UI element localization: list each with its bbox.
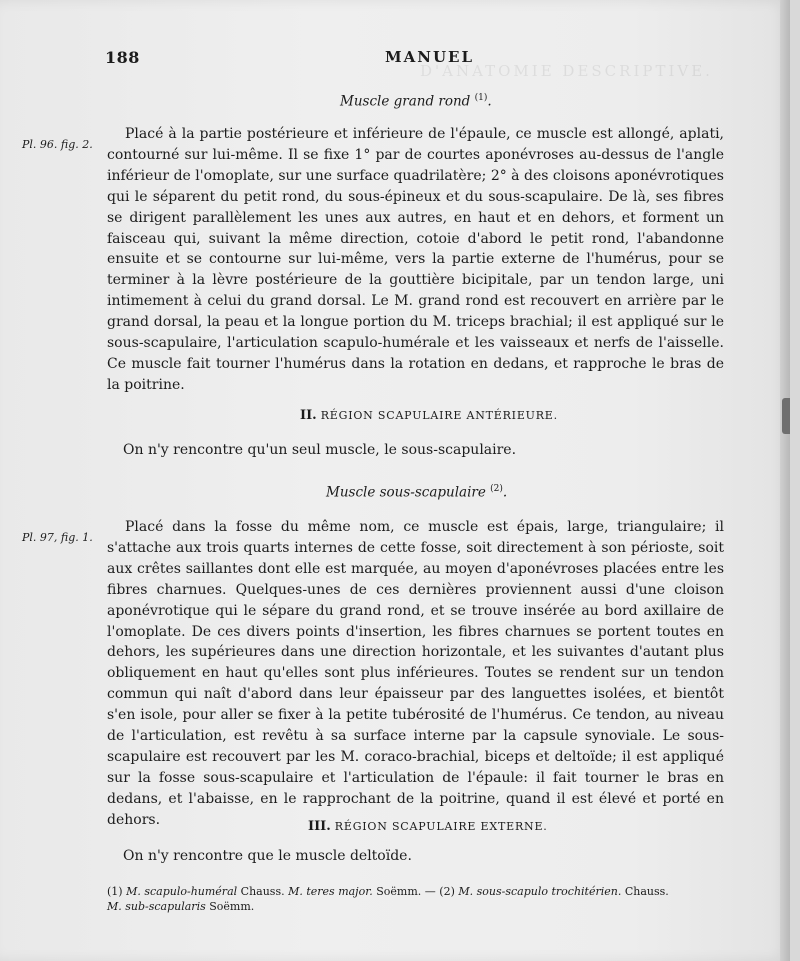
section-title-2-num: II. <box>300 408 317 423</box>
footnote-2-latin: M. sous-scapulo trochitérien. <box>458 885 622 898</box>
running-head: MANUEL <box>385 48 475 66</box>
section-title-3-num: III. <box>308 819 331 834</box>
page-edge <box>780 0 790 961</box>
page-header <box>105 48 725 70</box>
footnote-1-mark: (1) <box>107 885 123 898</box>
margin-note-pl97: Pl. 97, fig. 1. <box>22 531 93 544</box>
section-3-intro: On n'y rencontre que le muscle deltoïde. <box>123 848 412 864</box>
section-title-3 <box>308 819 548 834</box>
margin-note-pl96: Pl. 96. fig. 2. <box>22 138 93 151</box>
paragraph-sous-scapulaire: Placé dans la fosse du même nom, ce muscle est épais, large, triangulaire; il s'attache aux trois quarts internes de cette fosse, soit directement à son périoste, soit aux crêtes saillantes dont elle est marquée, au moyen d'aponévroses placées entre les fibres charnues. Quelques-unes de ces dernières proviennent aussi d'une cloison aponévrotique qui le sépare du grand rond, et se trouve insérée au bord axillaire de l'omoplate. De ces divers points d'insertion, les fibres charnues se portent toutes en dehors, les supérieures dans une direction horizontale, et les suivantes d'autant plus obliquement en haut qu'elles sont plus inférieures. Toutes se rendent sur un tendon commun qui naît d'abord dans leur épaisseur par des languettes isolées, et bientôt s'en isole, pour aller se fixer à la petite tubérosité de l'humérus. Ce tendon, au niveau de l'articulation, est revêtu à sa surface interne par la capsule synoviale. Le sous-scapulaire est recouvert par les M. coraco-brachial, biceps et deltoïde; il est appliqué sur la fosse sous-scapulaire et l'articulation de l'épaule: il fait tourner le bras en dedans, et l'abaisse, en le rapprochant de la poitrine, quand il est élevé et porté en dehors. <box>107 519 724 828</box>
page-edge-tab <box>782 398 790 434</box>
footnote-1-alt: M. teres major. <box>288 885 373 898</box>
footnote-1-latin: M. scapulo-huméral <box>126 885 238 898</box>
heading-grand-rond: Muscle grand rond $^{(1)}$. <box>340 93 492 110</box>
footnote-2-alt: M. sub-scapularis <box>107 900 206 913</box>
footnote-2-author2: Soëmm. <box>209 900 255 913</box>
footnote-line-2 <box>107 899 752 914</box>
section-2-intro: On n'y rencontre qu'un seul muscle, le sous-scapulaire. <box>123 442 517 458</box>
section-title-2-text: RÉGION SCAPULAIRE ANTÉRIEURE. <box>320 409 558 422</box>
footnote-line-1 <box>107 884 752 899</box>
footnote-2-mark: (2) <box>439 885 455 898</box>
bleed-through-text: D'ANATOMIE DESCRIPTIVE. <box>420 62 713 80</box>
footnote-1-author2: Soëmm. — <box>376 885 436 898</box>
paragraph-grand-rond: Placé à la partie postérieure et inférieure de l'épaule, ce muscle est allongé, aplati, contourné sur lui-même. Il se fixe 1° par de courtes aponévroses au-dessus de l'angle inférieur de l'omoplate, sur une surface quadrilatère; 2° à des cloisons aponévrotiques qui le séparent du petit rond, du sous-épineux et du sous-scapulaire. De là, ses fibres se dirigent parallèlement les unes aux autres, en haut et en dehors, et forment un faisceau qui, suivant la même direction, cotoie d'abord le petit rond, l'abandonne ensuite et se contourne sur lui-même, vers la partie externe de l'humérus, pour se terminer à la lèvre postérieure de la gouttière bicipitale, par un tendon large, uni intimement à celui du grand dorsal. Le M. grand rond est recouvert en arrière par le grand dorsal, la peau et la longue portion du M. triceps brachial; il est appliqué sur le sous-scapulaire, l'articulation scapulo-humérale et les vaisseaux et nerfs de l'aisselle. Ce muscle fait tourner l'humérus dans la rotation en dedans, et rapproche le bras de la poitrine. <box>107 126 724 393</box>
section-title-3-text: RÉGION SCAPULAIRE EXTERNE. <box>334 820 548 833</box>
heading-sous-scapulaire-text: Muscle sous-scapulaire <box>326 484 486 501</box>
footnote-2-author1: Chauss. <box>624 885 669 898</box>
section-title-2 <box>300 408 558 423</box>
heading-sous-scapulaire-ref: (2) <box>490 484 503 494</box>
footnote-1-author1: Chauss. <box>240 885 285 898</box>
footnotes <box>107 884 752 914</box>
heading-grand-rond-ref: (1) <box>474 93 488 103</box>
heading-sous-scapulaire: Muscle sous-scapulaire $^{(2)}$. <box>326 484 508 501</box>
page-number: 188 <box>105 48 140 67</box>
heading-grand-rond-text: Muscle grand rond <box>340 93 471 110</box>
